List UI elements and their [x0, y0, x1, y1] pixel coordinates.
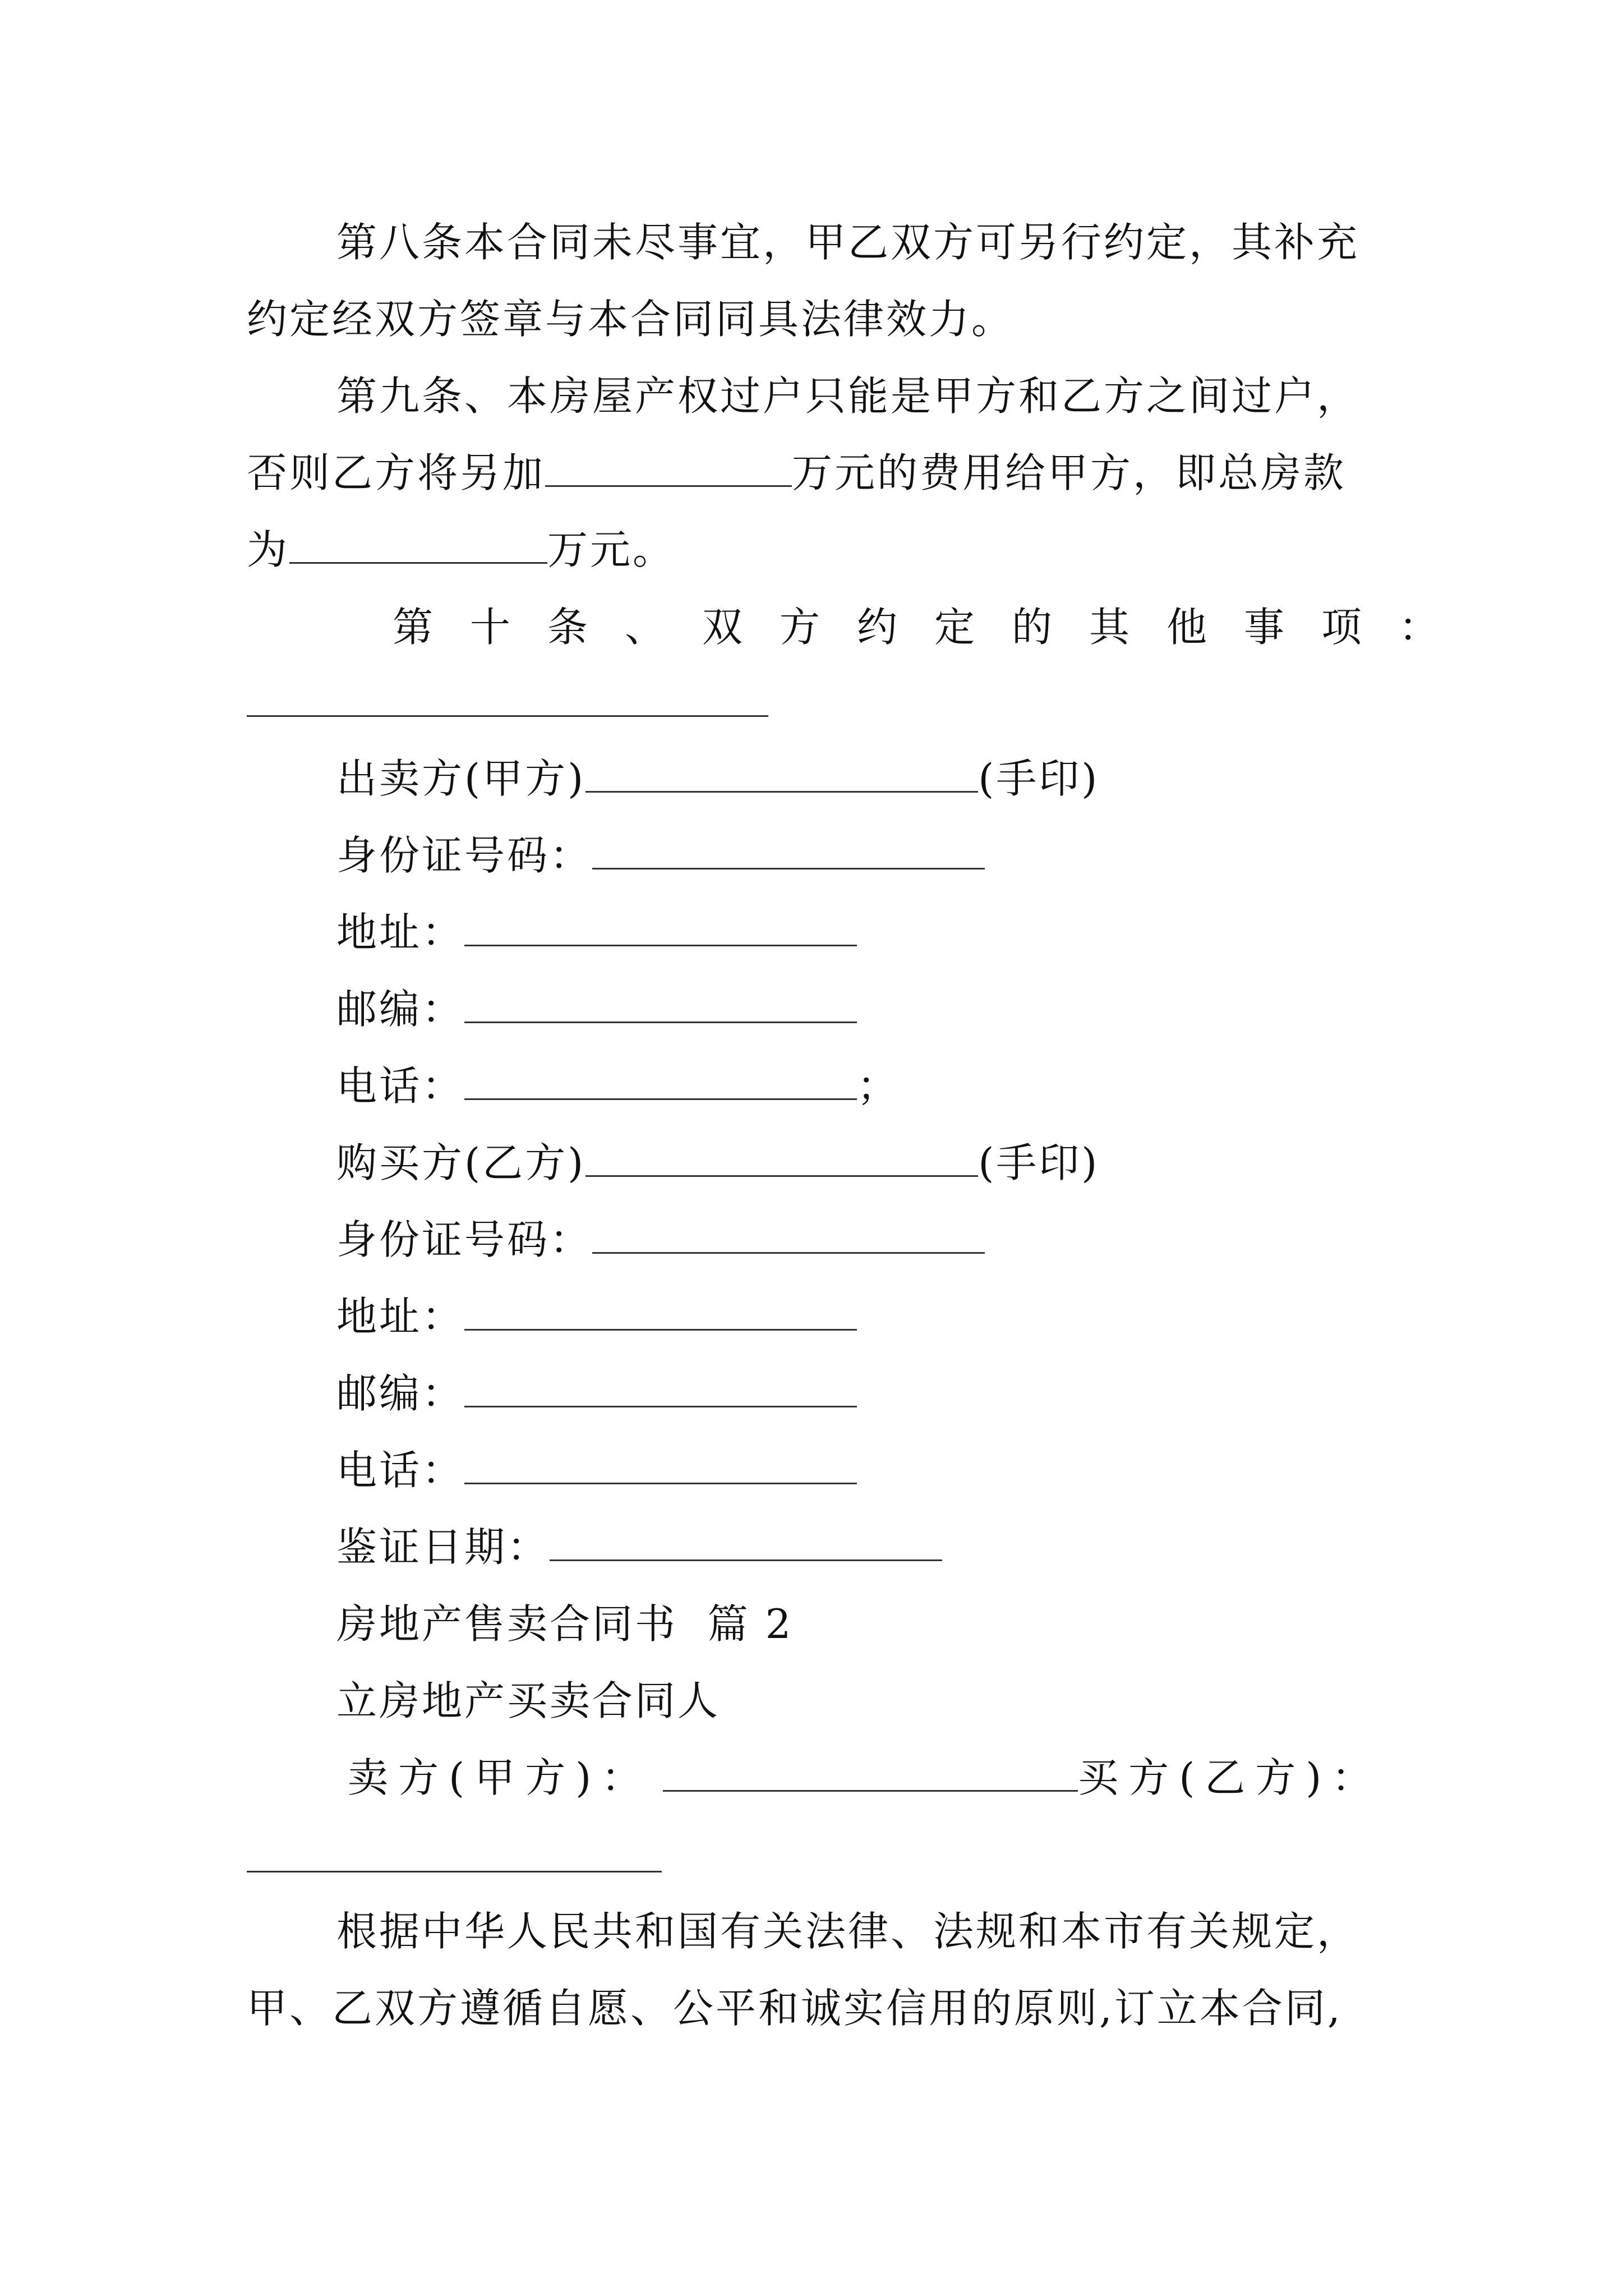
article9-line2 — [247, 445, 1346, 501]
buyer-phone-row — [336, 1442, 857, 1498]
buyer-label: 购买方(乙方) — [336, 1139, 586, 1186]
article8-line1: 第八条本合同未尽事宜，甲乙双方可另行约定，其补充 — [336, 219, 1360, 266]
buyer-postcode-label: 邮编： — [336, 1370, 465, 1417]
seller-phone-label: 电话： — [336, 1062, 465, 1110]
section2-buyer-label: 买方(乙方)： — [1078, 1754, 1382, 1801]
buyer-id-row — [336, 1212, 985, 1268]
buyer-address-blank[interactable] — [464, 1296, 857, 1331]
seller-fingerprint-label: (手印) — [978, 755, 1100, 802]
buyer-phone-label: 电话： — [336, 1447, 465, 1494]
buyer-address-label: 地址： — [336, 1293, 465, 1340]
article9-line3-start: 为 — [247, 526, 290, 573]
article8-line2: 约定经双方签章与本合同同具法律效力。 — [247, 296, 1015, 343]
buyer-row — [336, 1135, 1099, 1191]
seller-name-blank[interactable] — [585, 758, 978, 793]
section2-parties-row — [348, 1750, 1382, 1806]
section2-seller-label: 卖方(甲方)： — [348, 1754, 652, 1801]
buyer-phone-blank[interactable] — [464, 1450, 857, 1484]
section2-intro-line1: 根据中华人民共和国有关法律、法规和本市有关规定， — [336, 1908, 1360, 1955]
section2-seller-blank[interactable] — [663, 1757, 1078, 1792]
certification-date-label: 鉴证日期： — [336, 1524, 550, 1571]
section2-buyer-blank[interactable] — [247, 1871, 662, 1872]
section2-intro-line2: 甲、乙双方遵循自愿、公平和诚实信用的原则,订立本合同, — [247, 1985, 1343, 2032]
seller-label: 出卖方(甲方) — [336, 755, 586, 802]
seller-postcode-row — [336, 981, 857, 1037]
article9-line2-start: 否则乙方将另加 — [247, 449, 546, 496]
seller-postcode-label: 邮编： — [336, 986, 465, 1033]
article9-line3-end: 万元。 — [547, 526, 676, 573]
total-price-blank[interactable] — [289, 530, 547, 564]
extra-fee-blank[interactable] — [545, 453, 792, 487]
buyer-postcode-blank[interactable] — [464, 1373, 857, 1407]
seller-id-row — [336, 827, 985, 884]
certification-date-row — [336, 1519, 942, 1575]
seller-phone-row — [336, 1058, 900, 1114]
seller-address-blank[interactable] — [464, 912, 857, 946]
buyer-postcode-row — [336, 1365, 857, 1421]
article9-line2-end: 万元的费用给甲方，即总房款 — [792, 449, 1347, 496]
certification-date-blank[interactable] — [550, 1527, 942, 1561]
section2-subtitle: 立房地产买卖合同人 — [336, 1677, 721, 1724]
seller-phone-suffix: ； — [857, 1062, 900, 1110]
seller-id-label: 身份证号码： — [336, 832, 593, 879]
seller-id-blank[interactable] — [592, 835, 985, 869]
article9-line1: 第九条、本房屋产权过户只能是甲方和乙方之间过户， — [336, 372, 1360, 420]
seller-phone-blank[interactable] — [464, 1066, 857, 1100]
article9-line3 — [247, 522, 675, 578]
buyer-id-label: 身份证号码： — [336, 1216, 593, 1263]
buyer-address-row — [336, 1289, 857, 1345]
buyer-id-blank[interactable] — [592, 1220, 985, 1254]
seller-row — [336, 751, 1099, 807]
article10-heading: 第十条、双方约定的其他事项： — [393, 604, 1477, 651]
seller-postcode-blank[interactable] — [464, 989, 857, 1023]
buyer-fingerprint-label: (手印) — [978, 1139, 1100, 1186]
seller-address-label: 地址： — [336, 909, 465, 956]
buyer-name-blank[interactable] — [585, 1143, 978, 1177]
section2-title: 房地产售卖合同书 篇 2 — [336, 1600, 794, 1648]
seller-address-row — [336, 904, 857, 960]
other-matters-blank[interactable] — [247, 715, 768, 717]
